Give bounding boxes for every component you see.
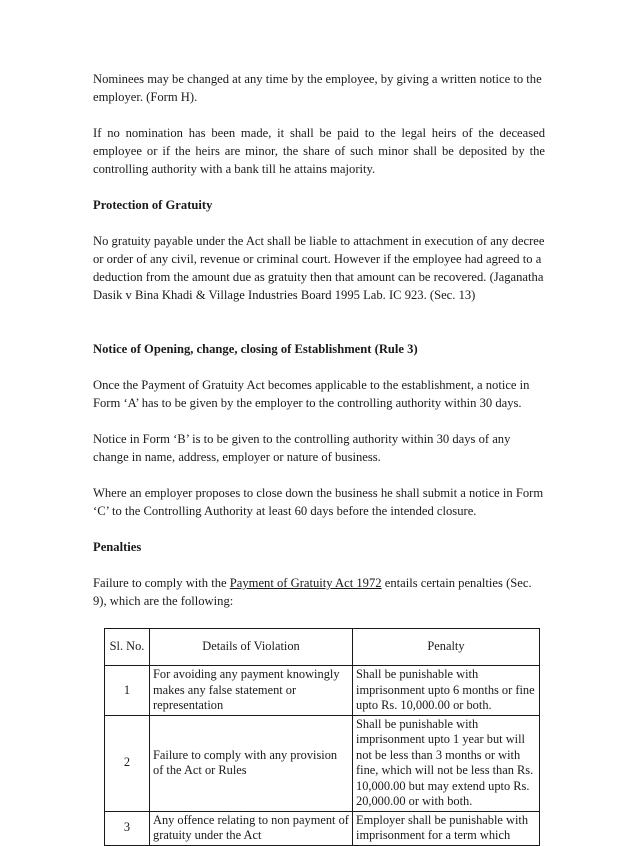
paragraph-form-a: Once the Payment of Gratuity Act becomes applicable to the establishment, a notice in Form ‘A’ has to be given by the employer to the controlling authority within 30 days.	[93, 378, 530, 410]
document-page	[93, 70, 545, 846]
heading-penalties: Penalties	[93, 540, 142, 554]
penalties-intro-before: Failure to comply with the	[93, 576, 230, 590]
cell-sl: 1	[105, 666, 150, 716]
table-header-row	[105, 629, 540, 666]
paragraph-form-c: Where an employer proposes to close down the business he shall submit a notice in Form ‘C’ to the Controlling Authority at least 60 days before the intended closure.	[93, 486, 544, 518]
table-row	[105, 715, 540, 811]
cell-details: Failure to comply with any provision of the Act or Rules	[150, 715, 353, 811]
penalties-table	[104, 628, 540, 846]
cell-details: For avoiding any payment knowingly makes any false statement or representation	[150, 666, 353, 716]
table-row	[105, 811, 540, 845]
header-sl-no: Sl. No.	[105, 629, 150, 666]
paragraph-penalties-intro	[93, 574, 545, 610]
cell-penalty: Shall be punishable with imprisonment upto 6 months or fine upto Rs. 10,000.00 or both.	[353, 666, 540, 716]
paragraph-protection: No gratuity payable under the Act shall be liable to attachment in execution of any decree or order of any civil, revenue or criminal court. However if the employee had agreed to a deduction from the amount due as gratuity then that amount can be recovered. (Jaganatha Dasik v Bina Khadi & Village Industries Board 1995 Lab. IC 923. (Sec. 13)	[93, 234, 545, 302]
cell-details: Any offence relating to non payment of gratuity under the Act	[150, 811, 353, 845]
paragraph-form-b: Notice in Form ‘B’ is to be given to the controlling authority within 30 days of any change in name, address, employer or nature of business.	[93, 432, 511, 464]
paragraph-nominees: Nominees may be changed at any time by the employee, by giving a written notice to the employer. (Form H).	[93, 72, 542, 104]
spacer	[93, 322, 545, 340]
table-row	[105, 666, 540, 716]
heading-protection-of-gratuity: Protection of Gratuity	[93, 198, 213, 212]
cell-penalty: Shall be punishable with imprisonment upto 1 year but will not be less than 3 months or with fine, which will not be less than Rs. 10,000.00 but may extend upto Rs. 20,000.00 or with both.	[353, 715, 540, 811]
header-penalty: Penalty	[353, 629, 540, 666]
paragraph-no-nomination: If no nomination has been made, it shall be paid to the legal heirs of the deceased employee or if the heirs are minor, the share of such minor shall be deposited by the controlling authority with a bank till he attains majority.	[93, 126, 545, 176]
cell-sl: 3	[105, 811, 150, 845]
header-details-of-violation: Details of Violation	[150, 629, 353, 666]
penalties-intro-after: entails certain penalties (Sec. 9), which are the following:	[93, 576, 532, 608]
payment-of-gratuity-act-link[interactable]: Payment of Gratuity Act 1972	[229, 576, 382, 590]
cell-penalty: Employer shall be punishable with imprisonment for a term which	[353, 811, 540, 845]
cell-sl: 2	[105, 715, 150, 811]
heading-notice-of-establishment: Notice of Opening, change, closing of Establishment (Rule 3)	[93, 342, 418, 356]
